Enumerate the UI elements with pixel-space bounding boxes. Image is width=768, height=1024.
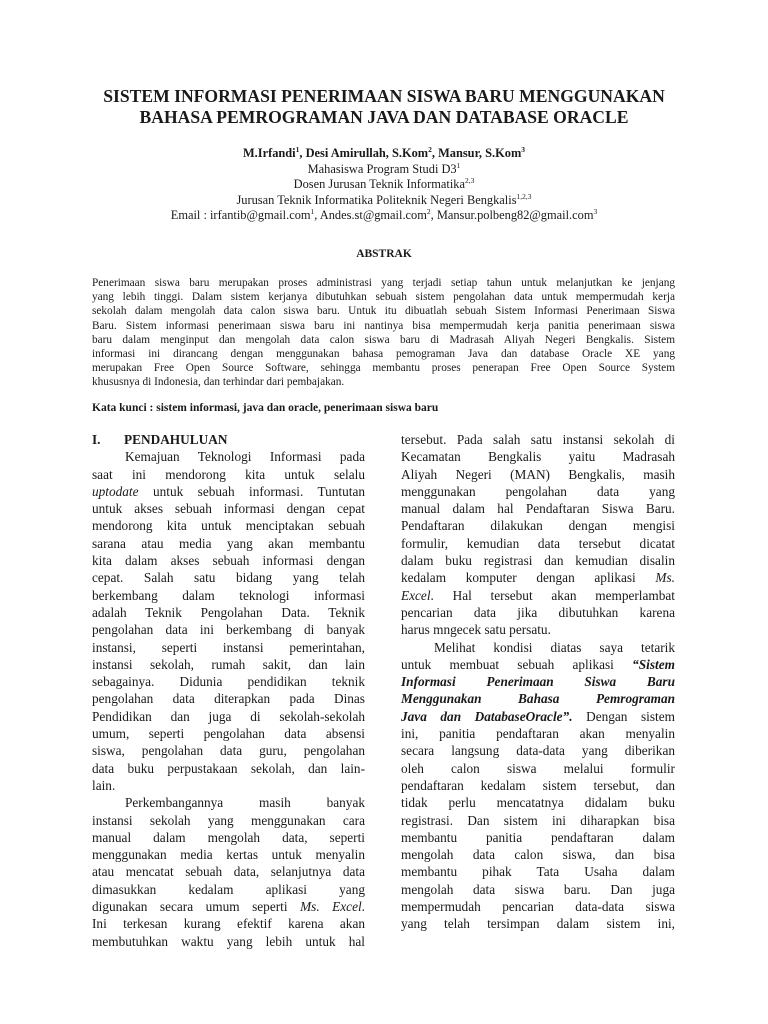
italic-term: Ms. [655, 570, 675, 586]
body-text: . [361, 899, 365, 915]
italic-term: Ms. Excel [300, 899, 362, 915]
abstract-line: Penerimaan siswa baru merupakan proses administrasi yang terjadi setiap tahun untuk melanjutkan ke jenjang [92, 277, 675, 289]
body-text: untuk sebuah informasi. Tuntutan [138, 483, 365, 499]
body-line: berkembang dalam teknologi informasi [92, 587, 365, 603]
abstract-line: Baru. Sistem informasi penerimaan siswa baru ini nantinya bisa mempermudah kerja panitia penerimaan siswa [92, 319, 675, 332]
body-text: . Hal tersebut akan memperlambat [430, 587, 675, 603]
body-line: instansi, seperti instansi pemerintahan, [92, 639, 365, 655]
body-line: membantu pihak Tata Usaha dalam [401, 864, 675, 880]
body-line: data buku perpustakaan sekolah, dan lain- [92, 760, 365, 776]
body-line: mengolah data calon siswa, dan bisa [401, 847, 675, 863]
affiliation-3-sup: 1,2,3 [516, 191, 532, 201]
emphasis-line: Menggunakan Bahasa Pemrograman [401, 691, 675, 707]
author-1-sup: 1 [295, 144, 300, 154]
body-line: Perkembangannya masih banyak [125, 795, 365, 811]
body-line: membutuhkan waktu yang lebih untuk hal [92, 933, 365, 949]
affiliation-2-sup: 2,3 [464, 176, 475, 186]
section-title: PENDAHULUAN [124, 432, 228, 447]
body-line: manual dalam hal Pendaftaran Siswa Baru. [401, 501, 675, 517]
body-line: pendaftaran kedalam sistem tersebut, dan [401, 777, 675, 793]
body-line: Pendaftaran dilakukan dengan mengisi [401, 518, 675, 534]
body-line: pengolahan data diterapkan pada Dinas [92, 691, 365, 707]
abstract-line: khususnya di Indonesia, dan terhindar dari pembajakan. [92, 376, 345, 389]
body-line: sarana atau media yang akan membantu [92, 535, 365, 551]
body-line: manual dalam mengolah data, seperti [92, 829, 365, 845]
affiliation-3 [60, 193, 708, 209]
author-1: M.Irfandi [242, 146, 296, 160]
email-line [60, 208, 708, 224]
body-line: instansi sekolah, rumah sakit, dan lain [92, 656, 365, 672]
body-text: untuk membuat sebuah aplikasi [401, 656, 633, 672]
body-line [92, 483, 365, 500]
body-line: dalam buku registrasi dan kemudian disalin [401, 553, 675, 569]
body-line: lain. [92, 777, 116, 793]
body-line: atau mencatat sebuah data, selanjutnya data [92, 864, 365, 880]
author-block [60, 146, 708, 224]
body-line: menggunakan pengolahan data yang [401, 483, 675, 499]
body-line: mempermudah pencarian data-data siswa [401, 899, 675, 915]
italic-term: uptodate [92, 483, 139, 499]
author-3-sup: 3 [521, 144, 526, 154]
abstract-line: baru dalam menginput dan mengolah data calon siswa baru di Madrasah Aliyah Negeri Bengkalis. Sistem [92, 333, 675, 346]
body-line: Melihat kondisi diatas saya tetarik [434, 639, 675, 655]
title-line-1: SISTEM INFORMASI PENERIMAAN SISWA BARU MENGGUNAKAN [103, 86, 665, 106]
body-line: mengolah data siswa baru. Dan juga [401, 881, 675, 897]
body-line: Pendidikan dan juga di sekolah-sekolah [92, 708, 365, 724]
section-heading [92, 431, 365, 448]
body-text: Dengan sistem [572, 708, 675, 724]
email-2: , Andes.st@gmail.com [314, 208, 427, 223]
left-column [92, 431, 365, 950]
right-column [401, 431, 675, 933]
email-1: Email : irfantib@gmail.com [170, 208, 311, 223]
body-line: sebagainya. Didunia pendidikan teknik [92, 674, 365, 690]
body-line: siswa, pengolahan data guru, pengolahan [92, 743, 365, 759]
abstract-heading: ABSTRAK [356, 248, 412, 260]
body-line: instansi sekolah yang menggunakan cara [92, 812, 365, 828]
email-2-sup: 2 [426, 207, 431, 217]
email-3: , Mansur.polbeng82@gmail.com [430, 208, 594, 223]
body-line [92, 898, 365, 915]
body-line: registrasi. Dan sistem ini diharapkan bisa [401, 812, 675, 828]
affiliation-2 [60, 177, 708, 193]
body-line: pencarian data jika dibutuhkan karena [401, 604, 675, 620]
body-line [401, 587, 675, 604]
body-line: membantu panitia pendaftaran dalam [401, 829, 675, 845]
body-line: tidak perlu mencatatnya didalam buku [401, 795, 675, 811]
body-line: dimasukkan kedalam aplikasi yang [92, 881, 365, 897]
body-line: Ini terkesan kurang efektif karena akan [92, 916, 365, 932]
body-line: Aliyah Negeri (MAN) Bengkalis, masih [401, 466, 675, 482]
body-line: harus mngecek satu persatu. [401, 622, 551, 638]
emphasis-line: Informasi Penerimaan Siswa Baru [401, 674, 675, 690]
body-line: kita dalam akses sebuah informasi dengan [92, 553, 365, 569]
keywords: Kata kunci : sistem informasi, java dan oracle, penerimaan siswa baru [92, 402, 439, 414]
body-text: kedalam komputer dengan aplikasi [401, 570, 656, 586]
body-line: tersebut. Pada salah satu instansi sekolah di [401, 432, 675, 447]
body-line: cepat. Salah satu bidang yang telah [92, 570, 365, 586]
body-text: digunakan secara umum seperti [92, 899, 301, 915]
body-line: umum, seperti pengolahan data absensi [92, 726, 365, 742]
affiliation-2-text: Dosen Jurusan Teknik Informatika [293, 177, 465, 192]
abstract-line: sekolah dalam mengolah data calon siswa baru. Untuk itu dibuatlah sebuah Sistem Informasi Penerimaan Siswa [92, 305, 675, 318]
affiliation-1 [60, 162, 708, 178]
body-line: formulir, kemudian data tersebut dicatat [401, 535, 675, 551]
body-line [401, 708, 675, 725]
body-line: pengolahan data ini berkembang di banyak [92, 622, 365, 638]
abstract-line: informasi ini dirancang dengan menggunakan bahasa pemograman Java dan database Oracle XE yang [92, 348, 675, 361]
email-1-sup: 1 [310, 207, 315, 217]
emphasis-text: “Sistem [632, 656, 675, 672]
abstract-line: merupakan Free Open Source Software, sehingga membantu proses penerapan Free Open Source System [92, 362, 675, 375]
author-3: , Mansur, S.Kom [431, 146, 522, 160]
body-line: secara langsung data-data yang diberikan [401, 743, 675, 759]
body-line: Kecamatan Bengkalis yaitu Madrasah [401, 449, 675, 465]
affiliation-3-text: Jurusan Teknik Informatika Politeknik Negeri Bengkalis [236, 192, 517, 207]
email-3-sup: 3 [593, 207, 598, 217]
paper-title [60, 86, 708, 128]
body-line: ini, panitia pendaftaran akan menyalin [401, 726, 675, 742]
section-number: I. [92, 432, 101, 447]
body-line: mendorong kita untuk menciptakan sebuah [92, 518, 365, 534]
body-line: yang telah tersimpan dalam sistem ini, [401, 916, 675, 932]
body-line: untuk akses sebuah informasi dengan cepat [92, 501, 365, 517]
body-line [401, 656, 675, 673]
emphasis-text: Java dan DatabaseOracle”. [401, 708, 573, 724]
body-line: menggunakan media kertas untuk menyalin [92, 847, 365, 863]
abstract-body [92, 276, 675, 390]
body-line: oleh calon siswa melalui formulir [401, 760, 675, 776]
italic-term: Excel [401, 587, 431, 603]
body-line: Kemajuan Teknologi Informasi pada [125, 449, 365, 465]
affiliation-1-text: Mahasiswa Program Studi D3 [307, 161, 457, 176]
author-2-sup: 2 [428, 144, 432, 154]
author-names [60, 146, 708, 162]
author-2: , Desi Amirullah, S.Kom [299, 146, 429, 160]
affiliation-1-sup: 1 [456, 160, 461, 170]
body-line: adalah Teknik Pengolahan Data. Teknik [92, 604, 365, 620]
title-line-2: BAHASA PEMROGRAMAN JAVA DAN DATABASE ORACLE [139, 107, 629, 127]
abstract-line: yang lebih tinggi. Dalam sistem kerjanya dibutuhkan sebuah sistem pengolahan data untuk mempermudah kerja [92, 291, 675, 304]
body-line: saat ini mendorong kita untuk selalu [92, 466, 365, 482]
body-line [401, 569, 675, 586]
